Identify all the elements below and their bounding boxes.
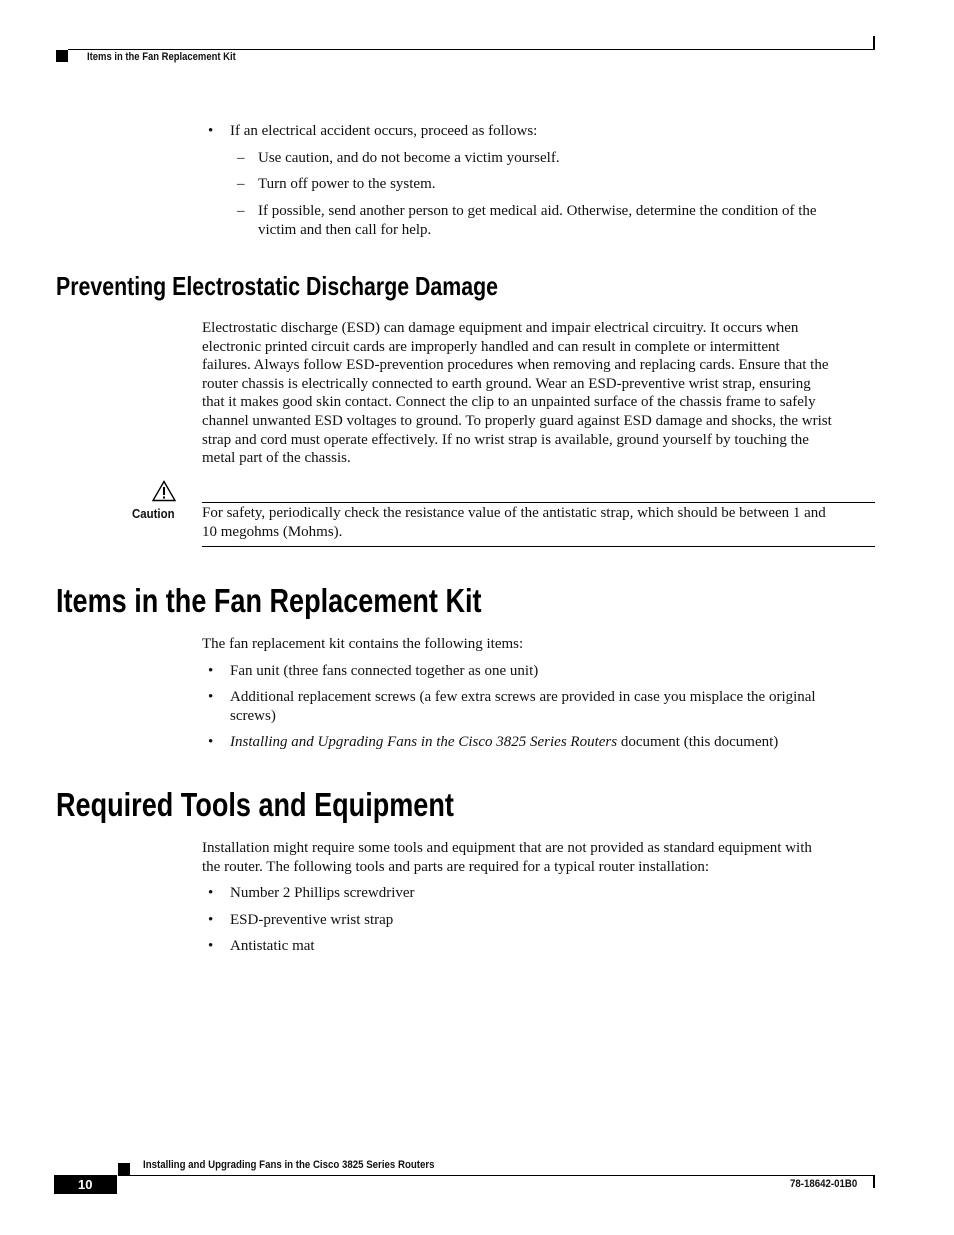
paragraph-line: strap and cord must operate effectively. If no wrist strap is available, ground yourself by touching the [202, 431, 809, 448]
paragraph-line: Installation might require some tools and equipment that are not provided as standard equipment with [202, 840, 812, 856]
list-item-text: If possible, send another person to get medical aid. Otherwise, determine the condition of the [258, 203, 817, 219]
section-heading: Preventing Electrostatic Discharge Damage [56, 271, 498, 301]
footer-doc-number: 78-18642-01B0 [790, 1178, 858, 1190]
paragraph-line: Electrostatic discharge (ESD) can damage equipment and impair electrical circuitry. It occurs when [202, 320, 799, 336]
header-marker [56, 50, 68, 62]
bullet-glyph: • [208, 938, 214, 954]
caution-line: 10 megohms (Mohms). [202, 523, 343, 540]
list-item-text: Additional replacement screws (a few extra screws are provided in case you misplace the original [230, 689, 816, 705]
bullet-glyph: • [208, 734, 214, 750]
caution-text [202, 504, 882, 541]
bullet-glyph: • [208, 912, 214, 928]
paragraph-line: channel unwanted ESD voltages to ground. To properly guard against ESD damage and shocks, the wrist [202, 412, 832, 429]
caution-rule-bottom [202, 546, 875, 547]
esd-paragraph [202, 319, 882, 468]
caution-line: For safety, periodically check the resistance value of the antistatic strap, which should be between 1 and [202, 505, 826, 521]
bullet-glyph: • [208, 689, 214, 705]
section-heading: Required Tools and Equipment [56, 786, 454, 823]
list-item-text: Fan unit (three fans connected together as one unit) [230, 663, 539, 679]
dash-glyph: – [237, 203, 245, 219]
page-number: 10 [78, 1177, 93, 1192]
list-item-text: Turn off power to the system. [258, 176, 436, 192]
running-header: Items in the Fan Replacement Kit [87, 51, 236, 63]
document-suffix: document (this document) [617, 734, 779, 750]
header-rule [68, 49, 875, 50]
list-item-text [230, 733, 778, 752]
list-item-text: Antistatic mat [230, 938, 315, 954]
list-item-text: ESD-preventive wrist strap [230, 912, 394, 928]
header-tick [873, 36, 875, 50]
paragraph-line: that it makes good skin contact. Connect the clip to an unpainted surface of the chassis frame to safely [202, 394, 816, 411]
paragraph-line: router chassis is electrically connected to earth ground. Wear an ESD-preventive wrist strap, ensuring [202, 375, 811, 392]
list-item-text: screws) [230, 707, 276, 724]
paragraph-line: failures. Always follow ESD-prevention procedures when removing and replacing cards. Ensure that the [202, 357, 829, 374]
paragraph-line: electronic printed circuit cards are improperly handled and can result in complete or intermittent [202, 338, 780, 355]
footer-tick [873, 1175, 875, 1188]
dash-glyph: – [237, 176, 245, 192]
caution-rule-top [202, 502, 875, 503]
list-item-text: Use caution, and do not become a victim yourself. [258, 150, 560, 166]
bullet-glyph: • [208, 663, 214, 679]
tools-intro [202, 839, 882, 876]
bullet-glyph: • [208, 885, 214, 901]
footer-doc-title: Installing and Upgrading Fans in the Cisco 3825 Series Routers [143, 1159, 435, 1171]
dash-glyph: – [237, 150, 245, 166]
footer-marker [118, 1163, 130, 1175]
list-item-text: If an electrical accident occurs, proceed as follows: [230, 123, 538, 139]
warning-triangle-icon [152, 480, 176, 502]
section-heading: Items in the Fan Replacement Kit [56, 582, 482, 619]
paragraph-line: the router. The following tools and parts are required for a typical router installation: [202, 858, 710, 875]
footer-rule [118, 1175, 875, 1176]
list-item-text: victim and then call for help. [258, 221, 432, 238]
caution-label: Caution [132, 506, 175, 521]
bullet-glyph: • [208, 123, 214, 139]
list-item-text: Number 2 Phillips screwdriver [230, 885, 415, 901]
kit-intro: The fan replacement kit contains the following items: [202, 636, 524, 652]
document-title: Installing and Upgrading Fans in the Cisco 3825 Series Routers [230, 734, 618, 750]
paragraph-line: metal part of the chassis. [202, 450, 351, 467]
